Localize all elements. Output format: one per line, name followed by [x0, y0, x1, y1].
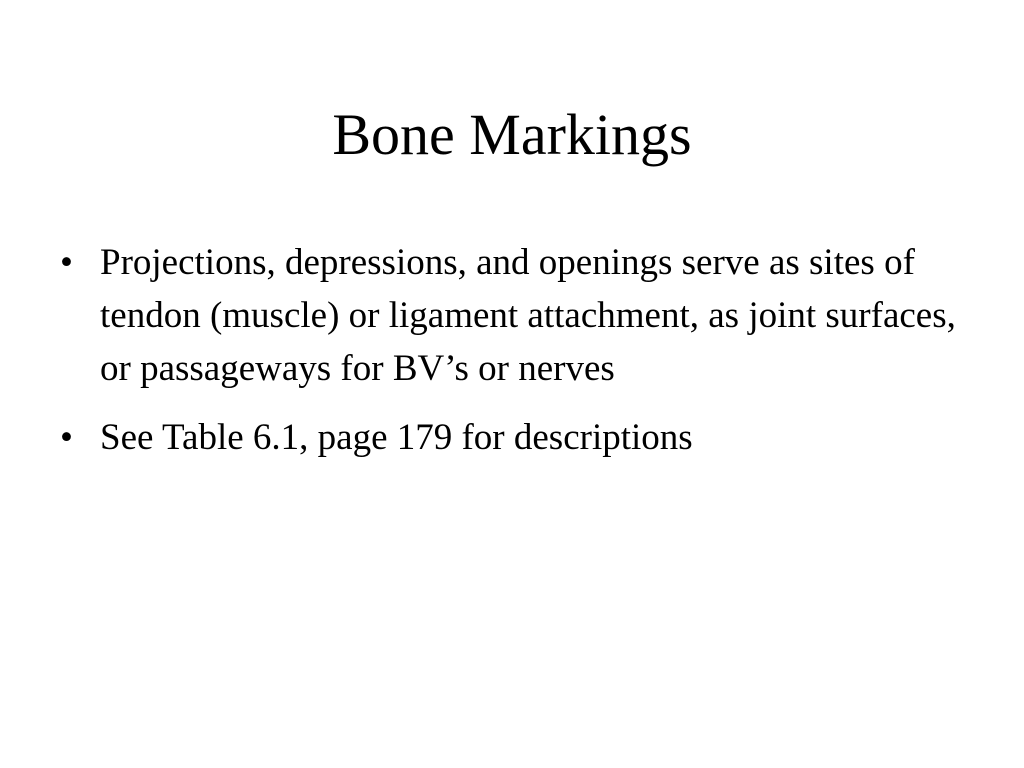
bullet-list: [60, 236, 980, 480]
bullet-text: See Table 6.1, page 179 for descriptions: [100, 417, 693, 458]
bullet-item: [60, 236, 980, 395]
bullet-icon: •: [60, 242, 73, 283]
bullet-item: [60, 411, 980, 464]
bullet-icon: •: [60, 417, 73, 458]
bullet-text: Projections, depressions, and openings serve as sites of tendon (muscle) or ligament attachment, as joint surfaces, or passageways for BV’s or nerves: [100, 242, 956, 389]
slide-title: Bone Markings: [332, 102, 692, 167]
